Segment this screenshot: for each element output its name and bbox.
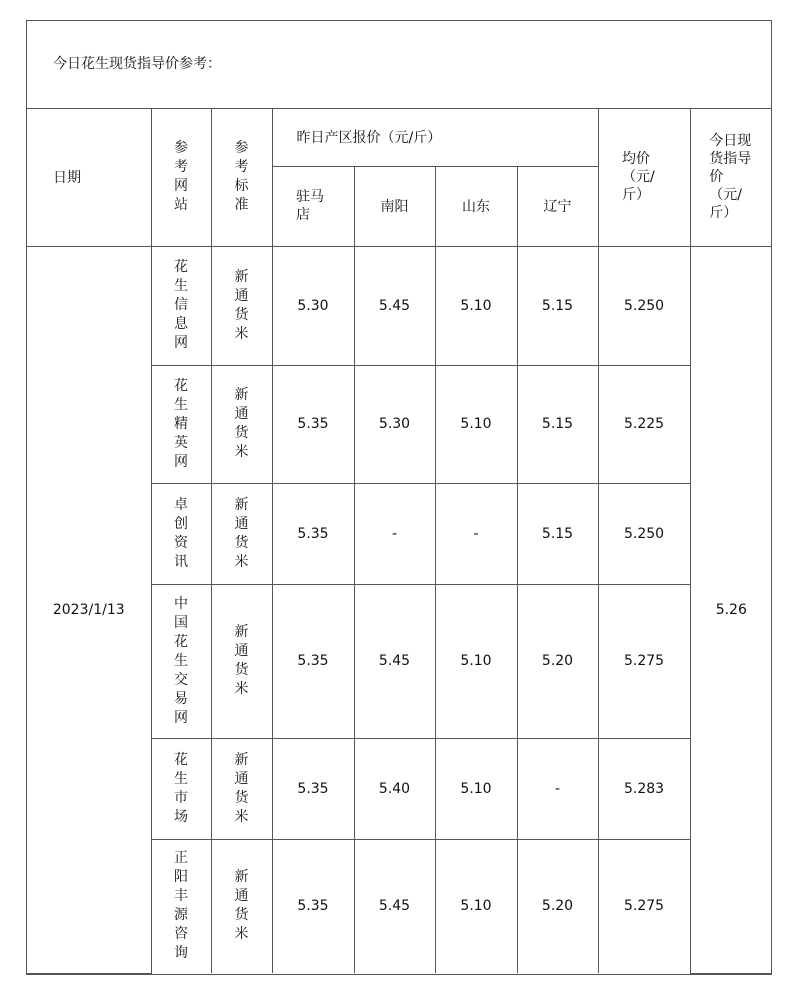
site-name: 中国花生交易网 bbox=[174, 595, 188, 726]
shandong-price: - bbox=[435, 483, 517, 584]
date-value: 2023/1/13 bbox=[52, 601, 125, 618]
liaoning-price: 5.15 bbox=[517, 483, 598, 584]
standard-name: 新通货米 bbox=[234, 387, 249, 460]
site-cell bbox=[151, 738, 211, 839]
price-table-frame bbox=[26, 20, 772, 975]
price-table bbox=[27, 109, 772, 974]
site-name: 正阳丰源咨询 bbox=[174, 850, 188, 962]
header-standard bbox=[211, 109, 272, 246]
site-name: 花生信息网 bbox=[174, 259, 188, 351]
shandong-price: 5.10 bbox=[435, 839, 517, 973]
header-region-shandong bbox=[435, 166, 517, 246]
region-label: 驻马店 bbox=[296, 189, 324, 223]
liaoning-price: - bbox=[517, 738, 598, 839]
table-row bbox=[27, 246, 772, 365]
liaoning-price: 5.15 bbox=[517, 365, 598, 483]
site-cell bbox=[151, 839, 211, 973]
zhumadian-price: 5.35 bbox=[272, 483, 354, 584]
liaoning-price: 5.20 bbox=[517, 584, 598, 738]
standard-name: 新通货米 bbox=[234, 268, 249, 342]
header-date-label: 日期 bbox=[53, 170, 81, 187]
shandong-price: 5.10 bbox=[435, 365, 517, 483]
standard-cell bbox=[211, 584, 272, 738]
site-name: 卓创资讯 bbox=[174, 496, 188, 570]
page-title: 今日花生现货指导价参考： bbox=[53, 56, 221, 72]
site-name: 花生市场 bbox=[174, 751, 188, 825]
zhumadian-price: 5.30 bbox=[272, 246, 354, 365]
header-date bbox=[27, 109, 151, 246]
guide-price-value: 5.26 bbox=[715, 601, 747, 618]
region-label: 辽宁 bbox=[543, 199, 572, 215]
header-yesterday-label: 昨日产区报价（元/斤） bbox=[296, 130, 442, 147]
header-standard-label: 参考标准 bbox=[234, 140, 249, 214]
average-price: 5.283 bbox=[598, 738, 690, 839]
standard-name: 新通货米 bbox=[234, 869, 249, 943]
title-row bbox=[27, 21, 771, 109]
standard-cell bbox=[211, 483, 272, 584]
header-yesterday-group bbox=[272, 109, 598, 166]
standard-cell bbox=[211, 365, 272, 483]
nanyang-price: 5.45 bbox=[354, 246, 435, 365]
zhumadian-price: 5.35 bbox=[272, 584, 354, 738]
site-name: 花生精英网 bbox=[174, 377, 188, 470]
header-average-label: 均价（元/斤） bbox=[622, 151, 655, 204]
standard-cell bbox=[211, 738, 272, 839]
average-price: 5.225 bbox=[598, 365, 690, 483]
header-guide-label: 今日现货指导价（元/斤） bbox=[709, 133, 752, 222]
nanyang-price: - bbox=[354, 483, 435, 584]
zhumadian-price: 5.35 bbox=[272, 365, 354, 483]
shandong-price: 5.10 bbox=[435, 738, 517, 839]
date-cell bbox=[27, 246, 151, 973]
header-guide bbox=[690, 109, 772, 246]
average-price: 5.275 bbox=[598, 839, 690, 973]
site-cell bbox=[151, 584, 211, 738]
header-region-liaoning bbox=[517, 166, 598, 246]
shandong-price: 5.10 bbox=[435, 584, 517, 738]
region-label: 山东 bbox=[462, 199, 490, 215]
standard-name: 新通货米 bbox=[234, 624, 249, 697]
site-cell bbox=[151, 246, 211, 365]
average-price: 5.250 bbox=[598, 246, 690, 365]
liaoning-price: 5.20 bbox=[517, 839, 598, 973]
standard-name: 新通货米 bbox=[234, 751, 249, 825]
nanyang-price: 5.40 bbox=[354, 738, 435, 839]
region-label: 南阳 bbox=[380, 199, 409, 215]
average-price: 5.275 bbox=[598, 584, 690, 738]
standard-name: 新通货米 bbox=[234, 496, 249, 570]
average-price: 5.250 bbox=[598, 483, 690, 584]
zhumadian-price: 5.35 bbox=[272, 738, 354, 839]
nanyang-price: 5.30 bbox=[354, 365, 435, 483]
guide-price-cell bbox=[690, 246, 772, 973]
header-region-zhumadian bbox=[272, 166, 354, 246]
zhumadian-price: 5.35 bbox=[272, 839, 354, 973]
header-site-label: 参考网站 bbox=[174, 140, 188, 214]
liaoning-price: 5.15 bbox=[517, 246, 598, 365]
header-region-nanyang bbox=[354, 166, 435, 246]
header-site bbox=[151, 109, 211, 246]
standard-cell bbox=[211, 246, 272, 365]
site-cell bbox=[151, 483, 211, 584]
header-row-1 bbox=[27, 109, 772, 166]
shandong-price: 5.10 bbox=[435, 246, 517, 365]
nanyang-price: 5.45 bbox=[354, 584, 435, 738]
standard-cell bbox=[211, 839, 272, 973]
site-cell bbox=[151, 365, 211, 483]
header-average bbox=[598, 109, 690, 246]
nanyang-price: 5.45 bbox=[354, 839, 435, 973]
